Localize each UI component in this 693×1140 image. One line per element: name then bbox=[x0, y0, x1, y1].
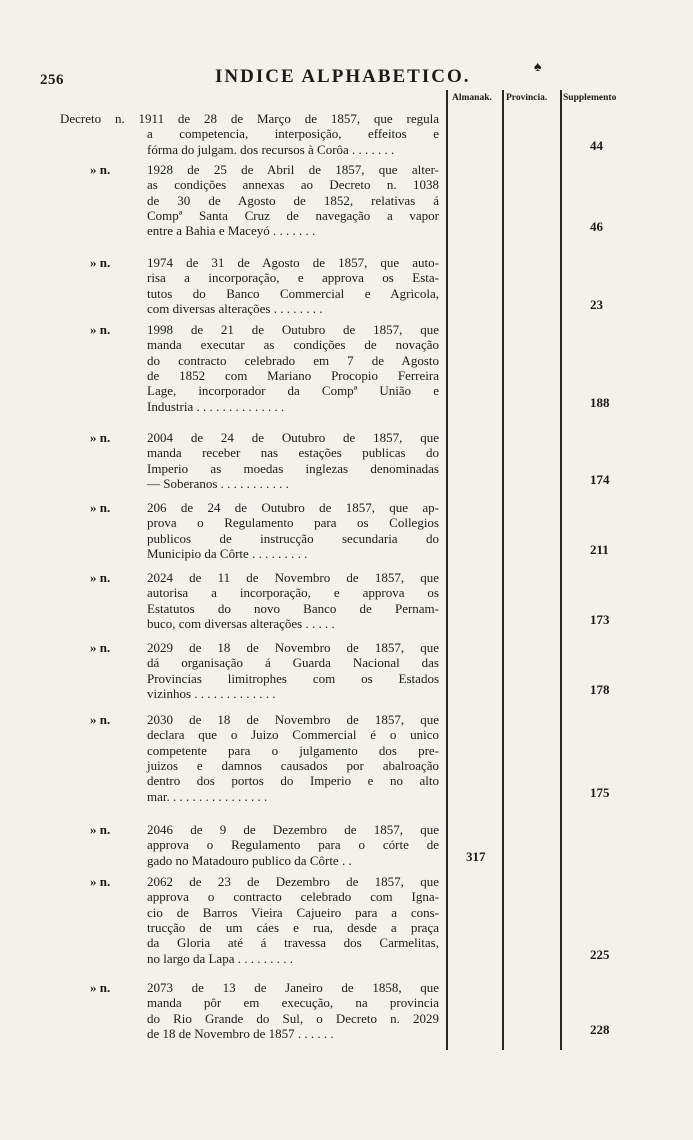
entry-text-line: vizinhos . . . . . . . . . . . . . bbox=[147, 685, 276, 701]
entry-marker: » n. bbox=[90, 162, 111, 177]
entry-marker: » n. bbox=[90, 500, 111, 515]
entry-text-line: risa a incorporação, e approva os Esta- bbox=[147, 270, 439, 286]
entry-marker: » n. bbox=[90, 570, 111, 585]
entry-text-line: autorisa a incorporação, e approva os bbox=[147, 585, 439, 601]
entry-text-line: mar. . . . . . . . . . . . . . . . bbox=[147, 788, 268, 804]
page-number: 256 bbox=[40, 72, 64, 88]
entry-text-line: trucção de um cáes e rua, desde a praça bbox=[147, 919, 439, 935]
column-header-provincia: Provincia. bbox=[506, 93, 548, 103]
entry-text-line: cio de Barros Vieira Cajueiro para a cons- bbox=[147, 904, 439, 920]
column-divider bbox=[502, 90, 504, 1050]
entry-text-line: gado no Matadouro publico da Côrte . . bbox=[147, 852, 352, 868]
entry-text-line: do contracto celebrado em 7 de Agosto bbox=[147, 352, 439, 368]
entry-marker: » n. bbox=[90, 640, 111, 655]
entry-lead-line: 2046 de 9 de Dezembro de 1857, que bbox=[147, 822, 439, 837]
entry-text-line: manda pôr em execução, na provincia bbox=[147, 995, 439, 1011]
entry-text-line: entre a Bahia e Maceyó . . . . . . . bbox=[147, 223, 316, 239]
page-reference-supplemento: 44 bbox=[590, 137, 603, 153]
entry-text-line: Industria . . . . . . . . . . . . . . bbox=[147, 398, 285, 414]
entry-text-line: com diversas alterações . . . . . . . . bbox=[147, 300, 323, 316]
entry-marker: » n. bbox=[90, 255, 111, 270]
entry-text-line: approva o Regulamento para o córte de bbox=[147, 837, 439, 853]
column-divider bbox=[560, 90, 562, 1050]
page-reference-supplemento: 173 bbox=[590, 611, 610, 627]
entry-marker: » n. bbox=[90, 322, 111, 337]
entry-text-line: Compª Santa Cruz de navegação a vapor bbox=[147, 207, 439, 223]
entry-text-line: Imperio as moedas inglezas denominadas bbox=[147, 460, 439, 476]
entry-text-line: fórma do julgam. dos recursos à Corôa . . . . . . . bbox=[147, 141, 395, 157]
entry-text-line: prova o Regulamento para os Collegios bbox=[147, 515, 439, 531]
entry-text-line: Provincias limitrophes com os Estados bbox=[147, 670, 439, 686]
entry-text-line: da Gloria até á travessa dos Carmelitas, bbox=[147, 935, 439, 951]
page-reference-supplemento: 178 bbox=[590, 681, 610, 697]
entry-text-line: declara que o Juizo Commercial é o unico bbox=[147, 727, 439, 743]
entry-text-line: tutos do Banco Commercial e Agricola, bbox=[147, 285, 439, 301]
column-header-supplemento: Supplemento bbox=[563, 93, 617, 103]
page-reference-supplemento: 174 bbox=[590, 471, 610, 487]
page-reference-supplemento: 23 bbox=[590, 296, 603, 312]
page-reference-supplemento: 188 bbox=[590, 394, 610, 410]
entry-text-line: as condições annexas ao Decreto n. 1038 bbox=[147, 177, 439, 193]
entry-text-line: Municipio da Côrte . . . . . . . . . bbox=[147, 545, 308, 561]
page-reference-supplemento: 228 bbox=[590, 1021, 610, 1037]
entry-text-line: de 18 de Novembro de 1857 . . . . . . bbox=[147, 1025, 334, 1041]
entry-text-line: dá organisação á Guarda Nacional das bbox=[147, 655, 439, 671]
page-reference-supplemento: 225 bbox=[590, 946, 610, 962]
entry-lead-line: 2062 de 23 de Dezembro de 1857, que bbox=[147, 874, 439, 889]
entry-text-line: manda receber nas estações publicas do bbox=[147, 445, 439, 461]
page-reference-supplemento: 175 bbox=[590, 784, 610, 800]
entry-text-line: Estatutos do novo Banco de Pernam- bbox=[147, 600, 439, 616]
entry-marker: » n. bbox=[90, 712, 111, 727]
entry-text-line: manda executar as condições de novação bbox=[147, 337, 439, 353]
column-divider bbox=[446, 90, 448, 1050]
entry-text-line: no largo da Lapa . . . . . . . . . bbox=[147, 950, 293, 966]
entry-lead-line: 2030 de 18 de Novembro de 1857, que bbox=[147, 712, 439, 727]
entry-text-line: publicos de instrucção secundaria do bbox=[147, 530, 439, 546]
entry-lead-line: 1974 de 31 de Agosto de 1857, que auto- bbox=[147, 255, 439, 270]
entry-lead-line: 2029 de 18 de Novembro de 1857, que bbox=[147, 640, 439, 655]
page-reference-almanak: 317 bbox=[466, 848, 486, 864]
entry-lead-line: 206 de 24 de Outubro de 1857, que ap- bbox=[147, 500, 439, 515]
entry-marker: » n. bbox=[90, 822, 111, 837]
entry-lead-line: Decreto n. 1911 de 28 de Março de 1857, que regula bbox=[60, 111, 439, 126]
entry-text-line: de 1852 com Mariano Procopio Ferreira bbox=[147, 367, 439, 383]
entry-lead-line: 1998 de 21 de Outubro de 1857, que bbox=[147, 322, 439, 337]
entry-marker: » n. bbox=[90, 874, 111, 889]
entry-text-line: de 30 de Agosto de 1852, relativas á bbox=[147, 192, 439, 208]
entry-text-line: do Rio Grande do Sul, o Decreto n. 2029 bbox=[147, 1010, 439, 1026]
column-header-almanak: Almanak. bbox=[452, 93, 492, 103]
entry-text-line: competente para o julgamento dos pre- bbox=[147, 742, 439, 758]
entry-marker: » n. bbox=[90, 980, 111, 995]
page-reference-supplemento: 211 bbox=[590, 541, 609, 557]
spade-mark-icon: ♠ bbox=[534, 60, 542, 75]
entry-marker: » n. bbox=[90, 430, 111, 445]
entry-lead-line: 2073 de 13 de Janeiro de 1858, que bbox=[147, 980, 439, 995]
entry-text-line: approva o contracto celebrado com Igna- bbox=[147, 889, 439, 905]
page-title: INDICE ALPHABETICO. bbox=[215, 66, 471, 87]
entry-text-line: dentro dos portos do Imperio e no alto bbox=[147, 773, 439, 789]
entry-text-line: juizos e damnos causados por abalroação bbox=[147, 757, 439, 773]
entry-lead-line: 1928 de 25 de Abril de 1857, que alter- bbox=[147, 162, 439, 177]
entry-lead-line: 2024 de 11 de Novembro de 1857, que bbox=[147, 570, 439, 585]
entry-text-line: — Soberanos . . . . . . . . . . . bbox=[147, 475, 289, 491]
entry-text-line: a competencia, interposição, effeitos e bbox=[147, 126, 439, 142]
entry-lead-line: 2004 de 24 de Outubro de 1857, que bbox=[147, 430, 439, 445]
entry-text-line: buco, com diversas alterações . . . . . bbox=[147, 615, 335, 631]
entry-text-line: Lage, incorporador da Compª União e bbox=[147, 383, 439, 399]
page-reference-supplemento: 46 bbox=[590, 219, 603, 235]
